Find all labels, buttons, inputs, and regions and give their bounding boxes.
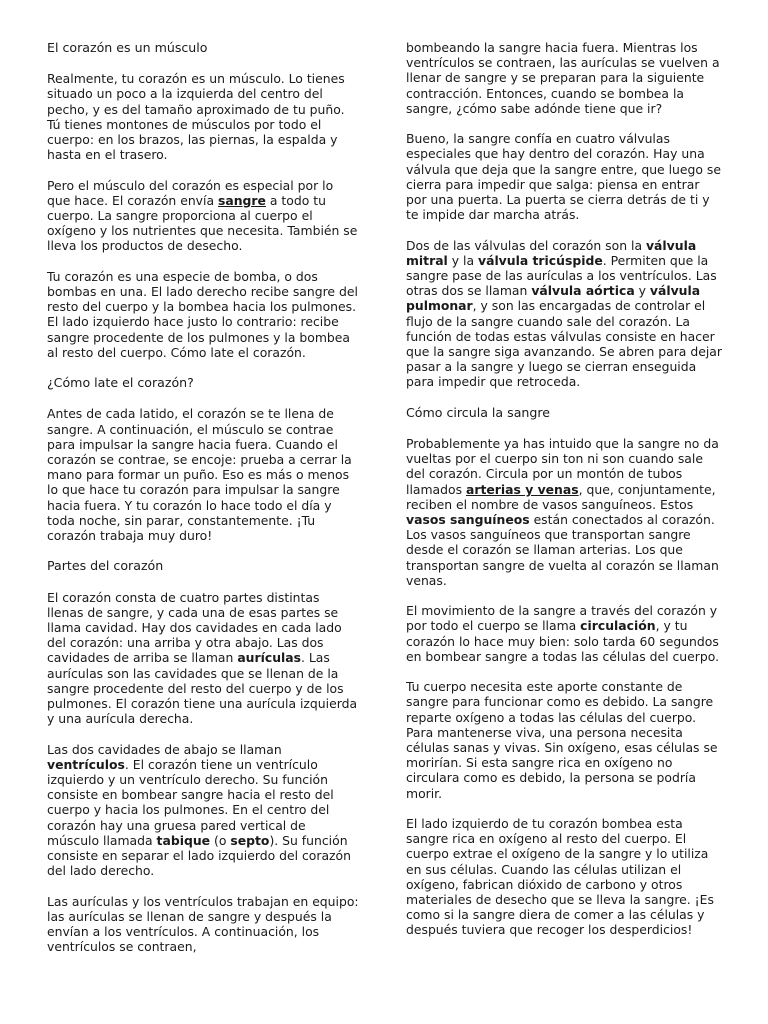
paragraph <box>47 590 359 727</box>
paragraph: Realmente, tu corazón es un músculo. Lo tienes situado un poco a la izquierda del centro del pecho, y es del tamaño aproximado de tu puño. Tú tienes montones de músculos por todo el cuerpo: en los brazos, las piernas, la espalda y hasta en el trasero. <box>47 71 345 163</box>
section-heading-partes: Partes del corazón <box>47 558 164 574</box>
paragraph <box>406 436 722 588</box>
paragraph: Bueno, la sangre confía en cuatro válvulas especiales que hay dentro del corazón. Hay una válvula que deja que la sangre entre, que luego se cierra para impedir que salga: piensa en entrar por una puerta. La puerta se cierra detrás de ti y te impide dar marcha atrás. <box>406 131 721 223</box>
text-run: . Las aurículas son las cavidades que se llenan de la sangre procedente del resto del cuerpo y de los pulmones. El corazón tiene una aurícula izquierda y una aurícula derecha. <box>47 650 358 727</box>
section-heading-corazon-musculo: El corazón es un músculo <box>47 40 208 55</box>
term-vasos-sanguineos: vasos sanguíneos <box>406 512 530 528</box>
link-sangre[interactable]: sangre <box>218 192 266 208</box>
text-run: Pero el músculo del corazón es especial por lo que hace. El corazón envía <box>47 177 334 208</box>
paragraph <box>47 742 359 879</box>
text-run: y <box>634 283 650 299</box>
section-heading-como-late: ¿Cómo late el corazón? <box>47 375 194 391</box>
text-run: están conectados al corazón. Los vasos sanguíneos que transportan sangre desde el corazón se llaman arterias. Los que transportan sangre de vuelta al corazón se llaman venas. <box>406 512 719 588</box>
term-valvula-tricuspide: válvula tricúspide <box>478 252 603 268</box>
paragraph <box>406 238 722 390</box>
text-run: El corazón consta de cuatro partes distintas llenas de sangre, y cada una de esas partes se llama cavidad. Hay dos cavidades en cada lado del corazón: una arriba y otra abajo. Las dos cavidades de arriba se llaman <box>47 589 342 666</box>
term-auriculas: aurículas <box>237 650 302 666</box>
paragraph: Tu cuerpo necesita este aporte constante de sangre para funcionar como es debido. La sangre reparte oxígeno a todas las células del cuerpo. Para mantenerse viva, una persona necesita células sanas y vivas. Sin oxígeno, esas células se morirían. Si esta sangre rica en oxígeno no circulara como es debido, la persona se podría morir. <box>406 679 718 801</box>
text-run: El movimiento de la sangre a través del corazón y por todo el cuerpo se llama <box>406 603 718 634</box>
text-run: , que, conjuntamente, reciben el nombre de vasos sanguíneos. Estos <box>406 481 716 512</box>
left-column <box>47 40 359 970</box>
text-run: , y son las encargadas de controlar el flujo de la sangre cuando sale del corazón. La función de todas estas válvulas consiste en hacer que la sangre siga avanzando. Se abren para dejar pasar a la sangre y luego se cierran enseguida para impedir que retroceda. <box>406 298 722 390</box>
term-tabique: tabique <box>156 832 211 848</box>
paragraph: Antes de cada latido, el corazón se te llena de sangre. A continuación, el músculo se contrae para impulsar la sangre hacia fuera. Cuando el corazón se contrae, se encoje: prueba a cerrar la mano para formar un puño. Eso es más o menos lo que hace tu corazón para impulsar la sangre hacia fuera. Y tu corazón lo hace todo el día y toda noche, sin parar, constantemente. ¡Tu corazón trabaja muy duro! <box>47 406 352 544</box>
text-run: ). Su función consiste en separar el lado izquierdo del corazón del lado derecho. <box>47 832 351 879</box>
section-heading-como-circula: Cómo circula la sangre <box>406 404 551 420</box>
text-run: a todo tu cuerpo. La sangre proporciona al cuerpo el oxígeno y los nutrientes que necesita. También se lleva los productos de desecho. <box>47 192 358 254</box>
term-valvula-aortica: válvula aórtica <box>531 283 635 299</box>
term-ventriculos: ventrículos <box>47 756 125 772</box>
text-run: (o <box>210 832 231 848</box>
text-run: Dos de las válvulas del corazón son la <box>406 237 646 253</box>
paragraph <box>406 603 722 664</box>
text-run: Probablemente ya has intuido que la sangre no da vueltas por el cuerpo sin ton ni son cuando sale del corazón. Circula por un montón de tubos llamados <box>406 436 719 497</box>
paragraph: Tu corazón es una especie de bomba, o dos bombas en una. El lado derecho recibe sangre del resto del cuerpo y la bombea hacia los pulmones. El lado izquierdo hace justo lo contrario: recibe sangre procedente de los pulmones y la bombea al resto del cuerpo. Cómo late el corazón. <box>47 268 358 360</box>
paragraph: bombeando la sangre hacia fuera. Mientras los ventrículos se contraen, las aurículas se vuelven a llenar de sangre y se preparan para la siguiente contracción. Entonces, cuando se bombea la sangre, ¿cómo sabe adónde tiene que ir? <box>406 40 720 116</box>
text-run: Las dos cavidades de abajo se llaman <box>47 741 282 757</box>
paragraph: Las aurículas y los ventrículos trabajan en equipo: las aurículas se llenan de sangre y después la envían a los ventrículos. A continuación, los ventrículos se contraen, <box>47 893 359 955</box>
text-run: y la <box>447 252 478 268</box>
link-arterias-venas[interactable]: arterias y venas <box>465 481 579 497</box>
text-run: , y tu corazón lo hace muy bien: solo tarda 60 segundos en bombear sangre a todas las células del cuerpo. <box>406 618 720 664</box>
term-circulacion: circulación <box>580 618 656 634</box>
term-septo: septo <box>230 832 270 848</box>
term-valvula-mitral: válvula mitral <box>406 237 697 268</box>
text-run: . El corazón tiene un ventrículo izquierdo y un ventrículo derecho. Su función consiste en bombear sangre hacia el resto del cuerpo y hacia los pulmones. En el centro del corazón hay una gruesa pared vertical de músculo llamada <box>47 756 334 848</box>
paragraph <box>47 178 359 254</box>
text-run: . Permiten que la sangre pase de las aurículas a los ventrículos. Las otras dos se llaman <box>406 252 717 299</box>
paragraph: El lado izquierdo de tu corazón bombea esta sangre rica en oxígeno al resto del cuerpo. El cuerpo extrae el oxígeno de la sangre y lo utiliza en sus células. Cuando las células utilizan el oxígeno, fabrican dióxido de carbono y otros materiales de desecho que se lleva la sangre. ¡Es como si la sangre diera de comer a las células y después tuviera que recoger los desperdicios! <box>406 816 714 938</box>
right-column <box>406 40 722 953</box>
term-valvula-pulmonar: válvula pulmonar <box>406 283 701 314</box>
